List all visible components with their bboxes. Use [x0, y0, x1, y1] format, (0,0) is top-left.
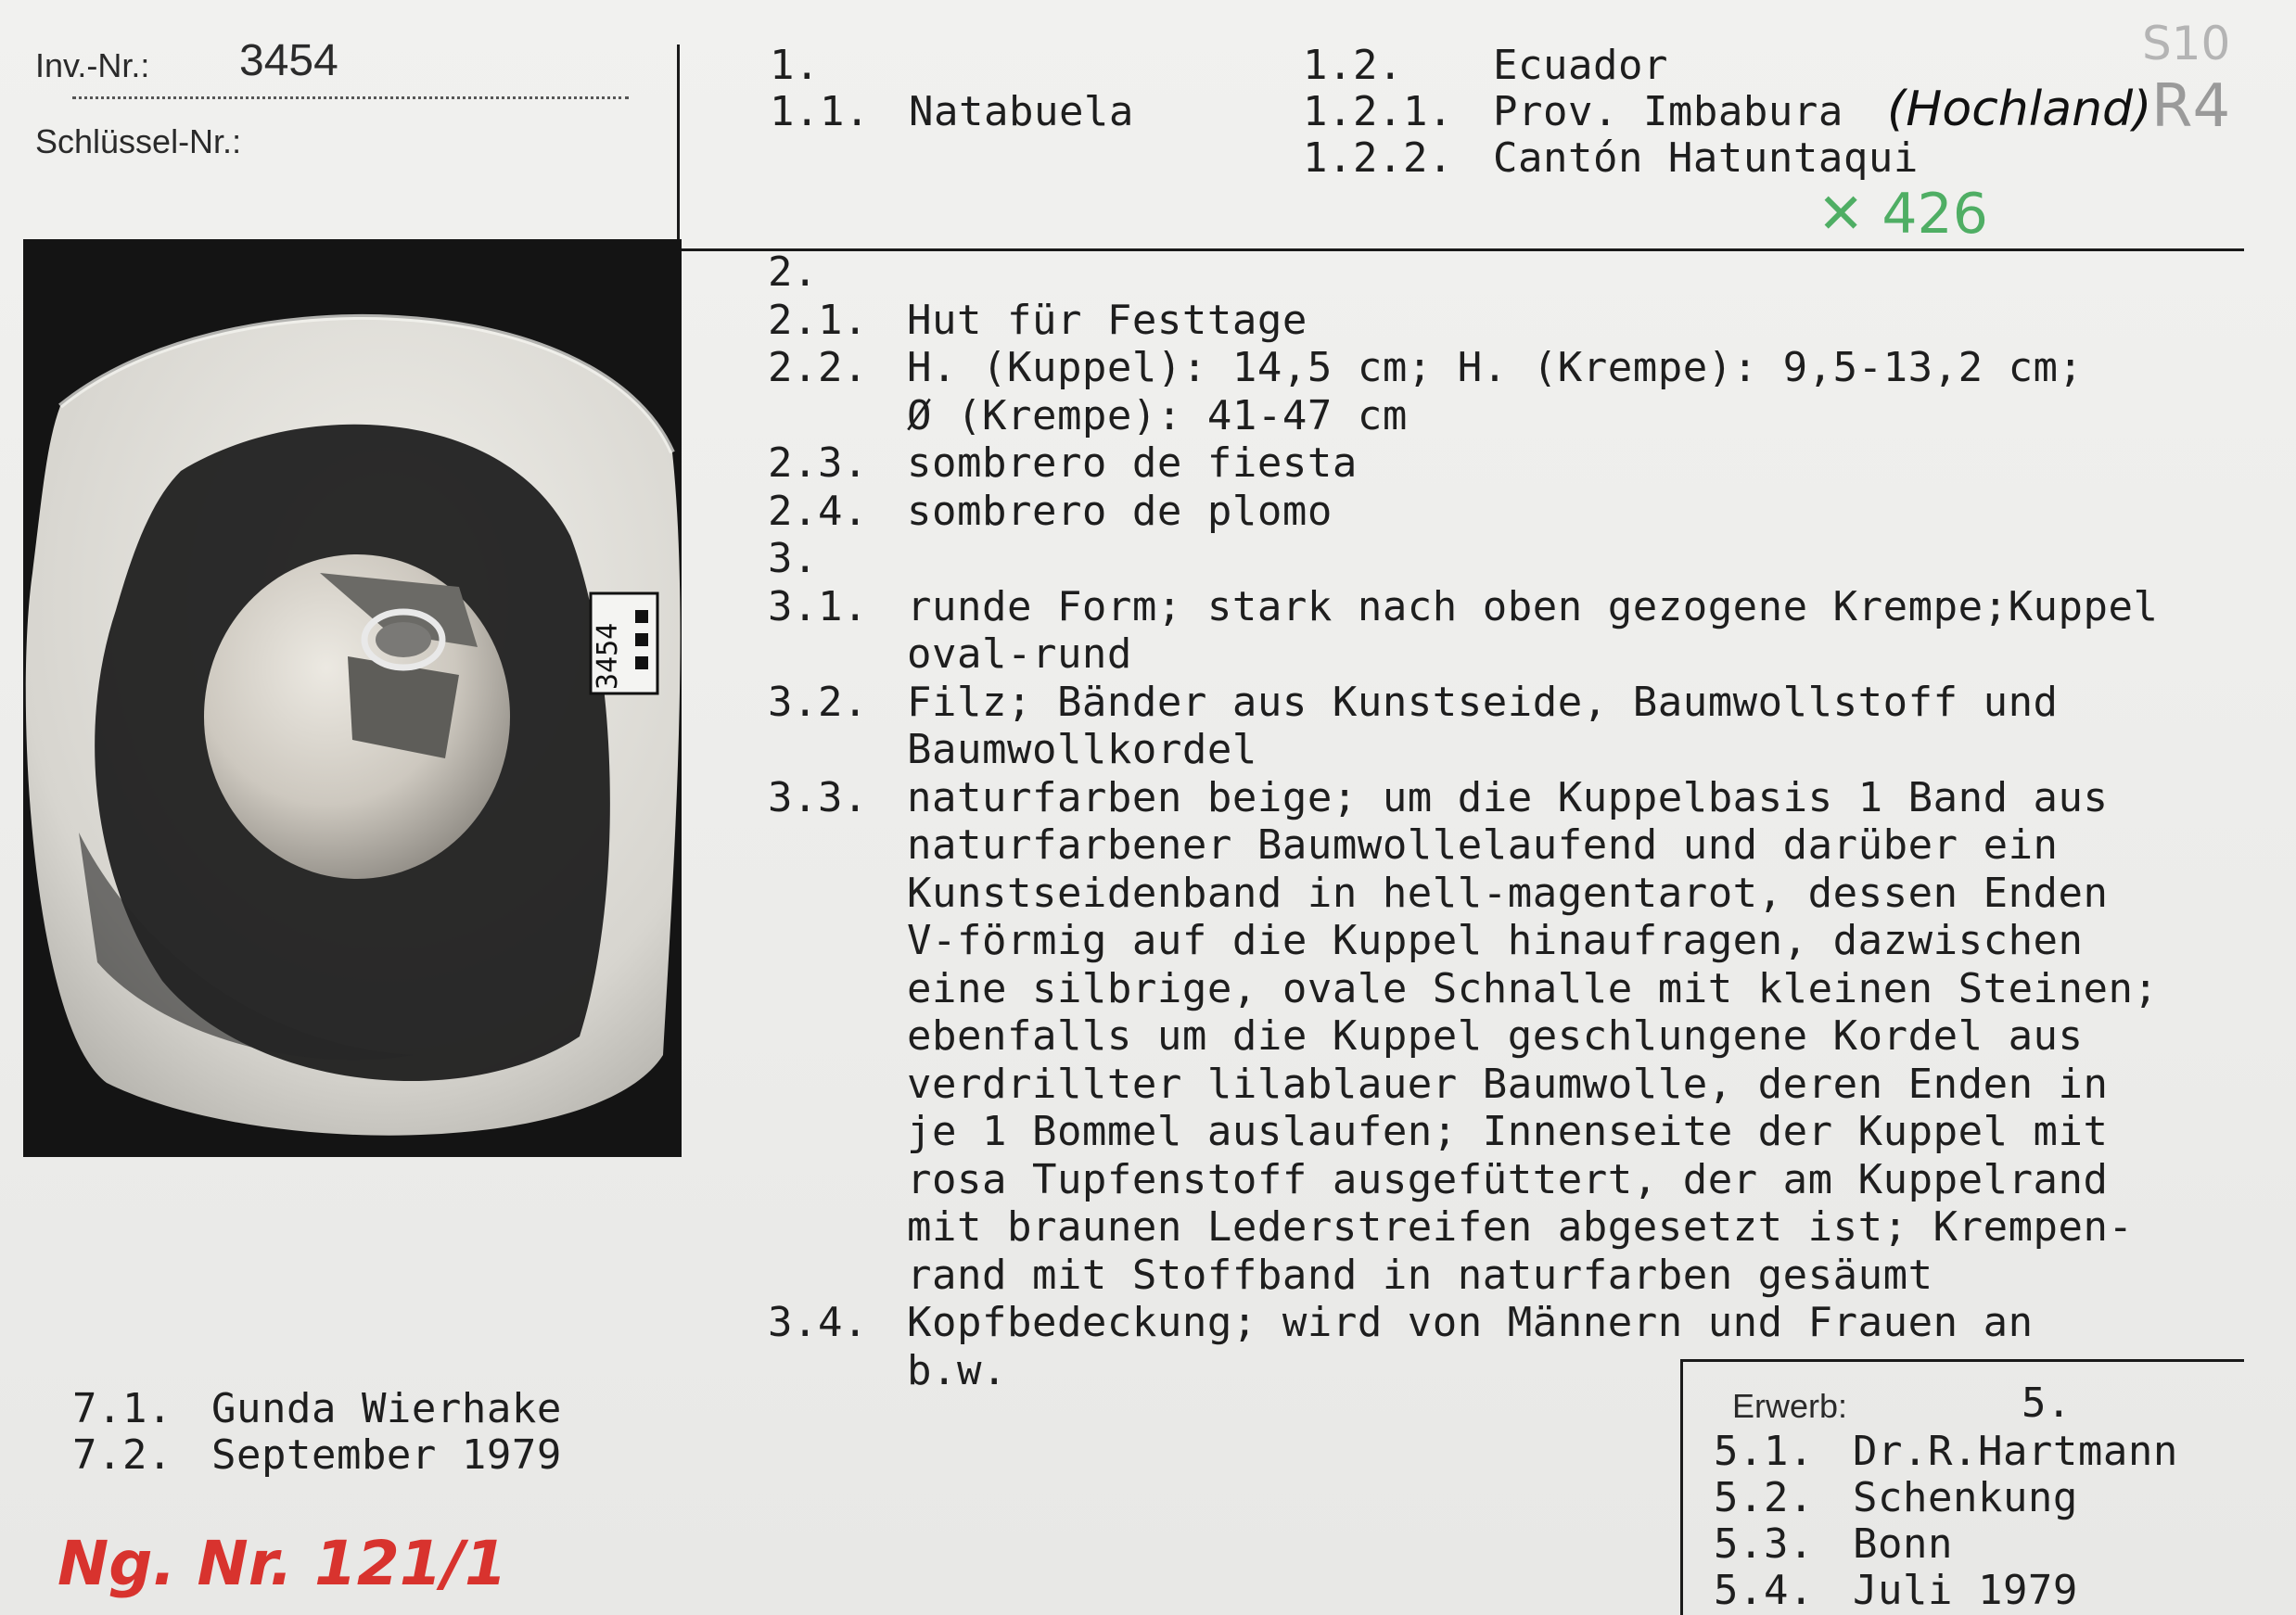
hand-x426: ✕ 426: [1818, 182, 1988, 247]
section-5-2: 5.2. Schenkung: [1714, 1474, 2078, 1521]
description-line: [768, 392, 1408, 440]
description-line-text: b.w.: [907, 1346, 1007, 1394]
description-line-number: 3.4.: [768, 1299, 868, 1346]
description-line: [768, 630, 1132, 679]
description-line: [768, 679, 2059, 727]
description-line: [768, 439, 1358, 488]
section-5-3: 5.3. Bonn: [1714, 1520, 1953, 1568]
section-5-1: 5.1. Dr.R.Hartmann: [1714, 1428, 2178, 1475]
description-line-number: 2.3.: [768, 439, 868, 487]
description-line-number: 2.2.: [768, 344, 868, 391]
description-line: [768, 1299, 2034, 1347]
section-5-4: 5.4. Juli 1979: [1714, 1567, 2078, 1614]
key-label: Schlüssel-Nr.:: [35, 122, 242, 160]
description-line: [768, 1108, 2109, 1156]
description-line: [768, 297, 1307, 345]
description-line-text: Hut für Festtage: [907, 296, 1307, 344]
description-line-text: je 1 Bommel auslaufen; Innenseite der Kuppel mit: [907, 1108, 2109, 1155]
description-line-text: Kunstseidenband in hell-magentarot, dessen Enden: [907, 869, 2109, 917]
footer-rule: [1680, 1359, 2244, 1362]
description-line-number: 3.3.: [768, 773, 868, 821]
section-1: 1.: [770, 42, 820, 89]
inv-dotted-line: [72, 96, 629, 99]
description-line-number: 3.1.: [768, 582, 868, 630]
description-line-text: eine silbrige, ovale Schnalle mit kleinen Steinen;: [907, 964, 2159, 1012]
description-line: [768, 821, 2059, 870]
description-line: [768, 1061, 2109, 1109]
description-line-text: rosa Tupfenstoff ausgefüttert, der am Kuppelrand: [907, 1155, 2109, 1203]
section-1-1: 1.1. Natabuela: [770, 88, 1134, 135]
erwerb-label: Erwerb:: [1732, 1387, 1848, 1425]
section-7-1: 7.1. Gunda Wierhake: [72, 1385, 562, 1432]
description-line-number: 2.: [768, 248, 818, 296]
description-line: [768, 917, 2084, 965]
description-line-text: Filz; Bänder aus Kunstseide, Baumwollstoff und: [907, 678, 2059, 726]
description-line: [768, 248, 907, 297]
description-line-text: runde Form; stark nach oben gezogene Krempe;Kuppel: [907, 582, 2159, 630]
description-line-text: Baumwollkordel: [907, 726, 1257, 773]
description-line: [768, 870, 2109, 918]
inv-label: Inv.-Nr.:: [35, 46, 150, 84]
hat-photo: [23, 239, 682, 1157]
description-line-text: V-förmig auf die Kuppel hinaufragen, dazwischen: [907, 917, 2084, 964]
description-line-text: Kopfbedeckung; wird von Männern und Frauen an: [907, 1299, 2034, 1346]
header-rule: [677, 248, 2244, 251]
description-line-number: 2.1.: [768, 296, 868, 344]
hand-r4: R4: [2151, 72, 2231, 141]
description-line: [768, 1252, 1933, 1300]
section-1-2: 1.2. Ecuador: [1303, 42, 1668, 89]
hat-image: [23, 239, 682, 1157]
header-divider: [677, 45, 680, 239]
description-line-text: verdrillter lilablauer Baumwolle, deren Enden in: [907, 1060, 2109, 1108]
hand-hochland: (Hochland): [1887, 82, 2152, 137]
description-line: [768, 774, 2109, 822]
section-1-2-2: 1.2.2. Cantón Hatuntaqui: [1303, 134, 1919, 182]
description-line-text: naturfarbener Baumwollelaufend und darüber ein: [907, 821, 2059, 869]
description-line-text: sombrero de fiesta: [907, 439, 1358, 487]
description-line: [768, 1203, 2134, 1252]
description-line-number: 2.4.: [768, 487, 868, 535]
description-line: [768, 344, 2084, 392]
description-line: [768, 535, 907, 583]
hand-s10: S10: [2142, 17, 2231, 70]
description-line: [768, 726, 1257, 774]
footer-divider: [1680, 1361, 1683, 1615]
section-7-2: 7.2. September 1979: [72, 1431, 562, 1479]
description-line: [768, 1012, 2084, 1061]
hand-ng-nr: Ng. Nr. 121/1: [57, 1528, 507, 1599]
section-5: 5.: [2022, 1380, 2072, 1427]
description-line-text: Ø (Krempe): 41-47 cm: [907, 391, 1408, 439]
inv-value: 3454: [239, 36, 338, 85]
description-line-text: mit braunen Lederstreifen abgesetzt ist; Krempen-: [907, 1203, 2134, 1251]
description-line-number: 3.: [768, 535, 818, 582]
description-line-text: sombrero de plomo: [907, 487, 1333, 535]
description-line: [768, 583, 2159, 631]
section-1-2-1: 1.2.1. Prov. Imbabura: [1303, 88, 1843, 135]
description-line-text: naturfarben beige; um die Kuppelbasis 1 Band aus: [907, 773, 2109, 821]
description-line-text: rand mit Stoffband in naturfarben gesäumt: [907, 1251, 1933, 1299]
description-line-text: H. (Kuppel): 14,5 cm; H. (Krempe): 9,5-13,2 cm;: [907, 344, 2084, 391]
description-line: [768, 488, 1333, 536]
description-line: [768, 1347, 1007, 1395]
description-line-number: 3.2.: [768, 678, 868, 726]
description-line: [768, 965, 2159, 1013]
description-line: [768, 1156, 2109, 1204]
photo-tag-label: 3454: [592, 622, 624, 690]
description-line-text: ebenfalls um die Kuppel geschlungene Kordel aus: [907, 1012, 2084, 1060]
description-line-text: oval-rund: [907, 630, 1132, 678]
